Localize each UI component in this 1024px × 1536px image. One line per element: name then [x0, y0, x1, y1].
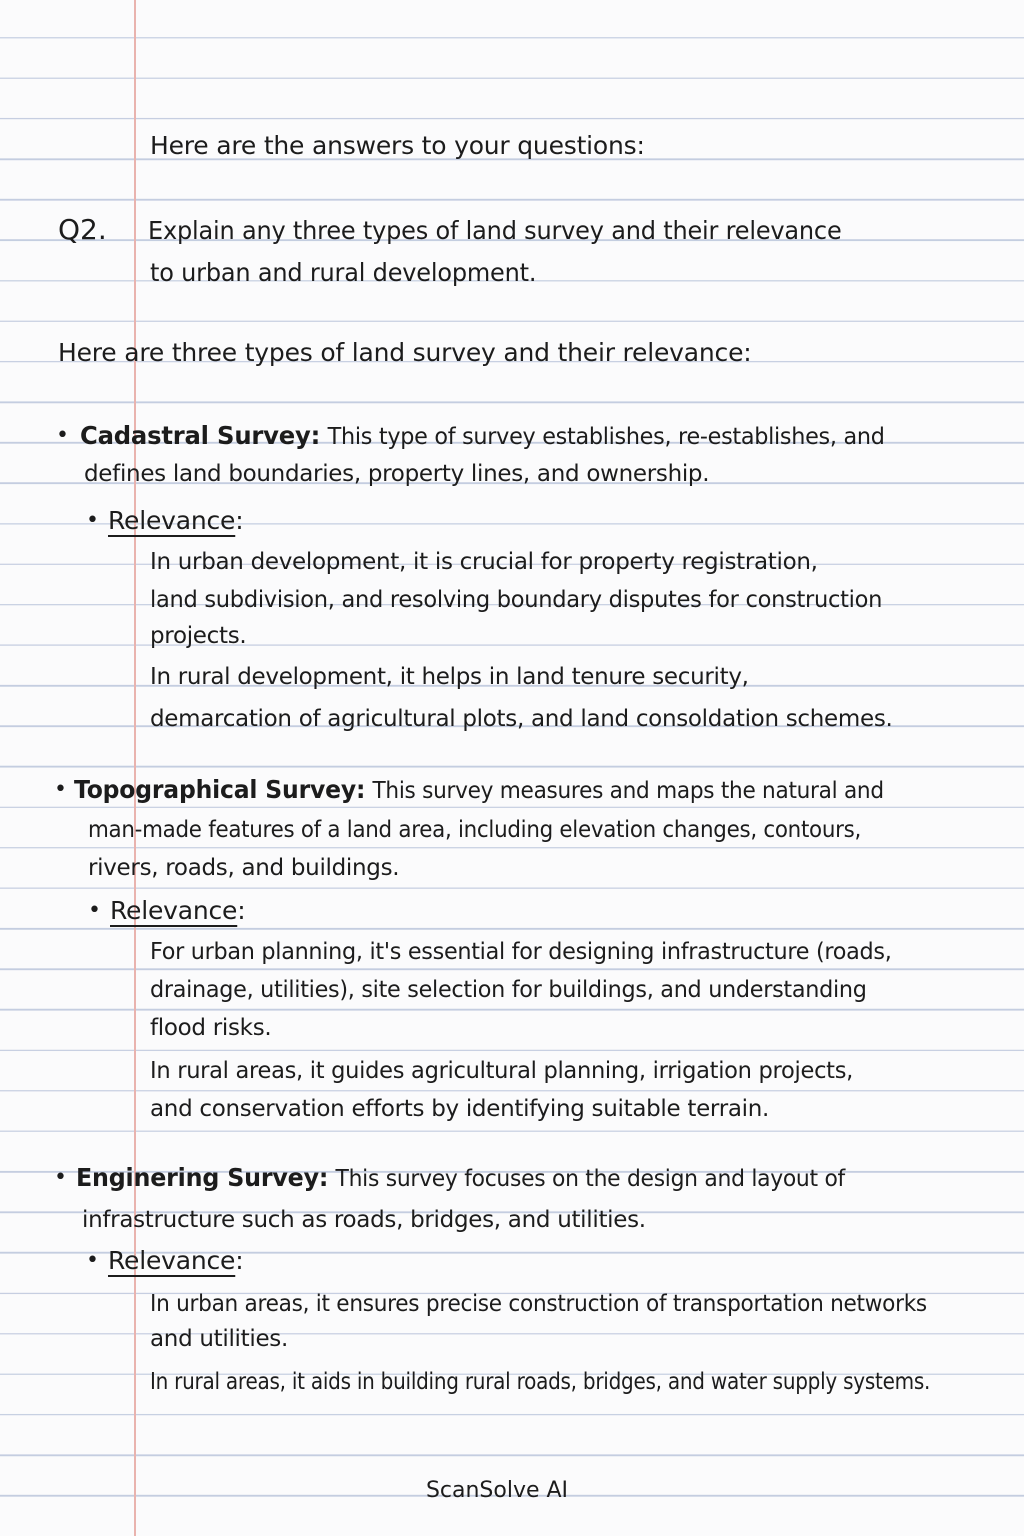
section-engineering-line-1: [76, 1163, 845, 1194]
relevance-heading: [108, 506, 243, 536]
bullet-icon: •: [88, 898, 101, 923]
footer-branding: ScanSolve AI: [425, 1478, 569, 1503]
survey-description: man-made features of a land area, including elevation changes, contours,: [88, 817, 862, 843]
section-cadastral-line-1: [80, 421, 885, 452]
survey-description: rivers, roads, and buildings.: [88, 855, 400, 881]
relevance-label: Relevance: [108, 1246, 236, 1275]
bullet-icon: •: [86, 1248, 99, 1273]
survey-term-cadastral: Cadastral Survey:: [80, 421, 321, 450]
relevance-text: In rural areas, it guides agricultural planning, irrigation projects,: [150, 1058, 854, 1084]
answer-intro: Here are three types of land survey and their relevance:: [58, 338, 752, 367]
relevance-text: For urban planning, it's essential for designing infrastructure (roads,: [150, 939, 892, 965]
relevance-text: In rural areas, it aids in building rural roads, bridges, and water supply systems.: [150, 1369, 931, 1395]
survey-description: defines land boundaries, property lines, and ownership.: [84, 461, 710, 487]
relevance-text: and utilities.: [150, 1326, 289, 1352]
relevance-text: In urban development, it is crucial for property registration,: [150, 549, 818, 575]
relevance-text: flood risks.: [150, 1015, 272, 1041]
bullet-icon: •: [54, 777, 67, 802]
survey-description: infrastructure such as roads, bridges, and utilities.: [82, 1207, 646, 1233]
relevance-label: Relevance: [110, 896, 238, 925]
relevance-heading: [110, 896, 245, 926]
question-text-line-1: Explain any three types of land survey and their relevance: [148, 216, 842, 245]
relevance-label: Relevance: [108, 506, 236, 535]
relevance-text: land subdivision, and resolving boundary disputes for construction: [150, 587, 883, 613]
relevance-colon: :: [235, 506, 244, 535]
relevance-text: In rural development, it helps in land tenure security,: [150, 664, 749, 690]
survey-term-topographical: Topographical Survey:: [74, 775, 366, 804]
bullet-icon: •: [86, 508, 99, 533]
relevance-text: and conservation efforts by identifying suitable terrain.: [150, 1096, 770, 1122]
relevance-heading: [108, 1246, 243, 1276]
question-text-line-2: to urban and rural development.: [150, 258, 537, 287]
survey-description: This type of survey establishes, re-establishes, and: [327, 424, 885, 450]
survey-description: This survey focuses on the design and layout of: [335, 1166, 845, 1192]
section-topographical-line-1: [74, 775, 884, 806]
question-number: Q2.: [58, 213, 107, 246]
relevance-colon: :: [235, 1246, 244, 1275]
relevance-text: drainage, utilities), site selection for buildings, and understanding: [150, 977, 867, 1003]
survey-term-engineering: Enginering Survey:: [76, 1163, 329, 1192]
bullet-icon: •: [54, 1165, 67, 1190]
notebook-margin-line: [134, 0, 136, 1536]
relevance-colon: :: [237, 896, 246, 925]
survey-description: This survey measures and maps the natural and: [372, 778, 884, 804]
bullet-icon: •: [56, 423, 69, 448]
relevance-text: In urban areas, it ensures precise construction of transportation networks: [150, 1291, 927, 1317]
relevance-text: projects.: [150, 623, 247, 649]
relevance-text: demarcation of agricultural plots, and land consoldation schemes.: [150, 706, 893, 732]
intro-heading: Here are the answers to your questions:: [150, 131, 645, 160]
